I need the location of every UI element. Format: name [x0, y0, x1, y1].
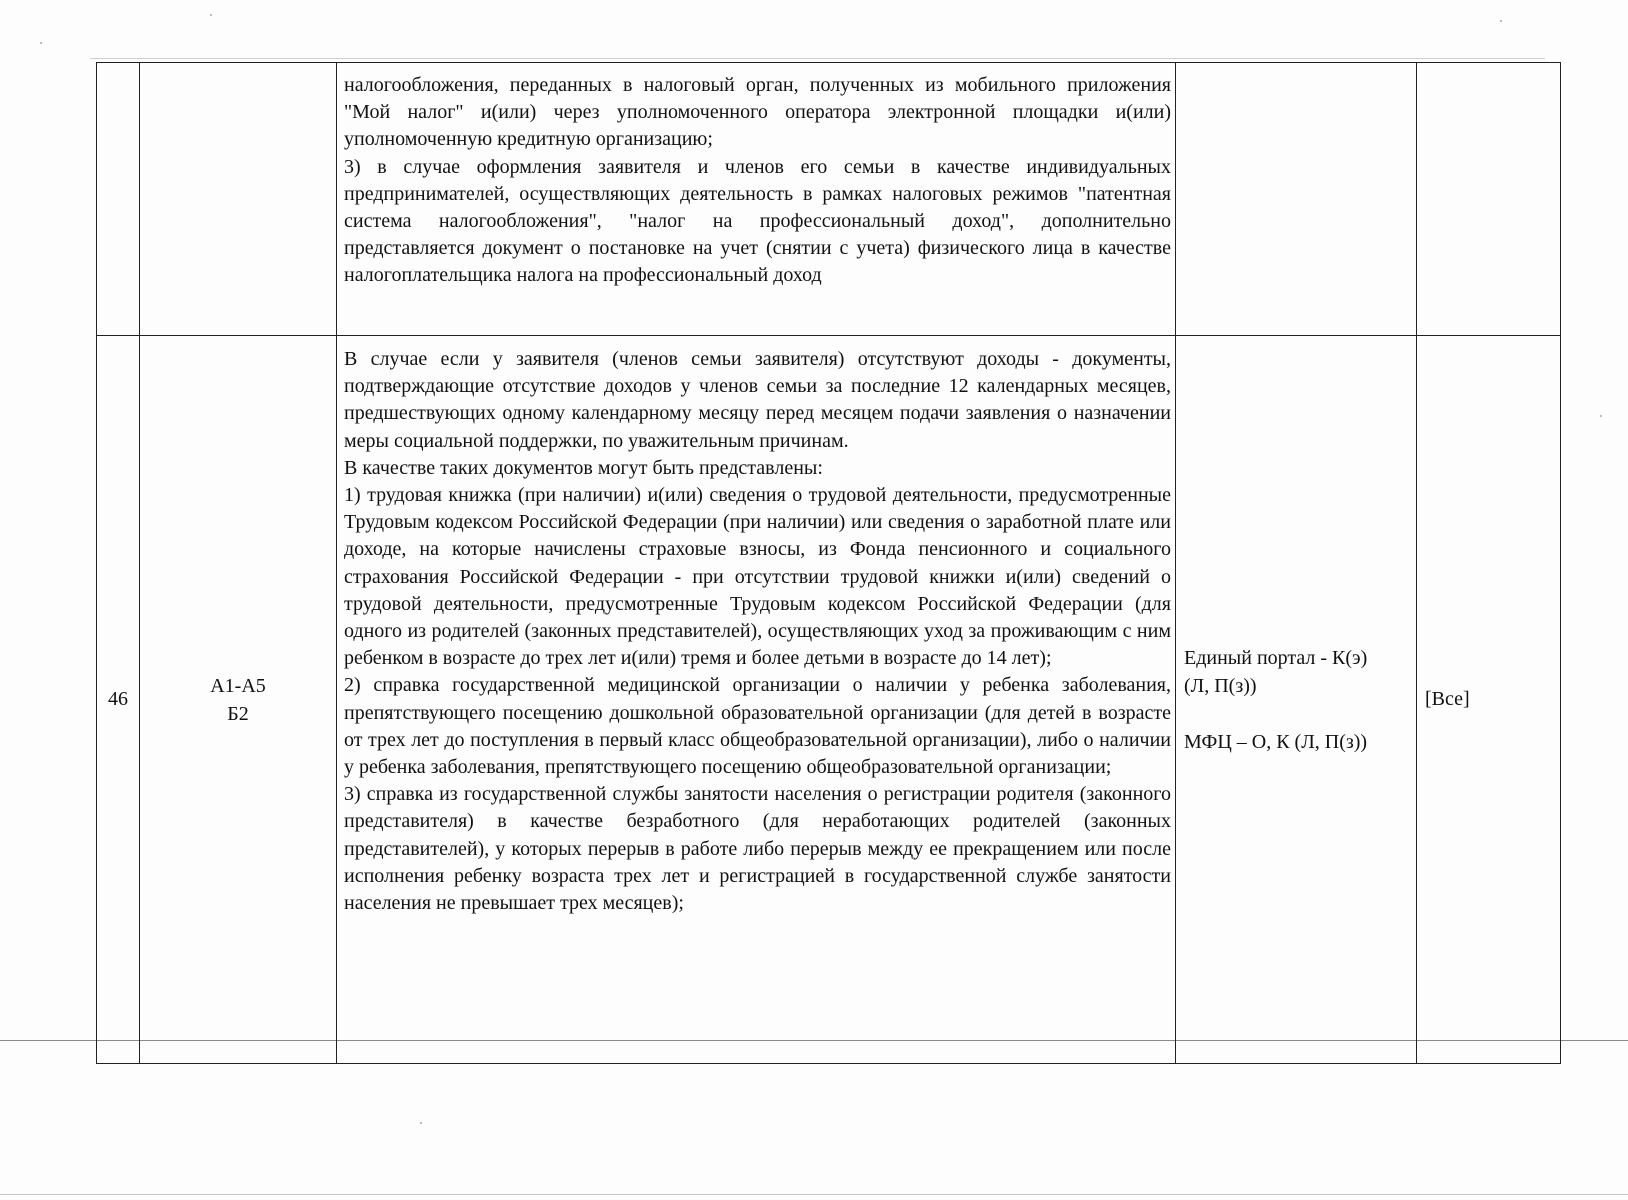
- channel-line: (Л, П(з)): [1184, 674, 1257, 697]
- text-paragraph: 3) справка из государственной службы занятости населения о регистрации родителя (законного представителя) в качестве безработного (для неработающих родителей (законных представителей), у которых перерыв в работе либо перерыв между ее прекращением или после исполнения ребенку возраста трех лет и регистрацией в государственной службе занятости населения не превышает трех месяцев);: [344, 783, 1171, 915]
- document-description-cell: [337, 63, 1176, 336]
- applicant-group-cell: [Все]: [1417, 336, 1561, 1064]
- row-code-cell: [140, 336, 337, 1064]
- scan-artifact-dot: [40, 42, 42, 44]
- row-number-cell: [97, 63, 140, 336]
- text-paragraph: В качестве таких документов могут быть представлены:: [344, 456, 823, 479]
- row-code-cell: [140, 63, 337, 336]
- submission-channel-cell: [1176, 336, 1417, 1064]
- scan-artifact-line: [0, 1194, 1628, 1195]
- applicant-group-cell: [1417, 63, 1561, 336]
- channel-line: Единый портал - К(э): [1184, 646, 1368, 669]
- scan-artifact-dot: [1600, 415, 1602, 417]
- code-label: Б2: [227, 702, 249, 725]
- text-paragraph: 2) справка государственной медицинской организации о наличии у ребенка заболевания, препятствующего посещению дошкольной образовательной организации (для детей в возрасте от трех лет до поступления в первый класс общеобразовательной организации), либо о наличии у ребенка заболевания, препятствующего посещению общеобразовательной организации;: [344, 674, 1171, 779]
- table-row: [97, 336, 1561, 1064]
- text-paragraph: налогообложения, переданных в налоговый орган, полученных из мобильного приложения "Мой налог" и(или) через уполномоченного оператора электронной площадки и(или) уполномоченную кредитную организацию;: [344, 74, 1171, 151]
- channel-line: МФЦ – О, К (Л, П(з)): [1184, 730, 1368, 753]
- document-description-cell: [337, 336, 1176, 1064]
- scan-artifact-dot: [1500, 20, 1502, 22]
- table-row: [97, 63, 1561, 336]
- submission-channel-cell: [1176, 63, 1417, 336]
- row-number-cell: 46: [97, 336, 140, 1064]
- text-paragraph: 1) трудовая книжка (при наличии) и(или) сведения о трудовой деятельности, предусмотренные Трудовым кодексом Российской Федерации (при наличии) или сведения о заработной плате или доходе, на которые начислены страховые взносы, из Фонда пенсионного и социального страхования Российской Федерации - при отсутствии трудовой книжки и(или) сведений о трудовой деятельности, предусмотренные Трудовым кодексом Российской Федерации (для одного из родителей (законных представителей), осуществляющих уход за проживающим с ним ребенком в возрасте до трех лет и(или) тремя и более детьми в возрасте до 14 лет);: [344, 484, 1171, 670]
- code-label: А1-А5: [210, 674, 266, 697]
- document-table: [96, 62, 1561, 1064]
- scan-artifact-dot: [210, 14, 212, 16]
- scan-artifact-dot: [420, 1122, 422, 1124]
- channel-spacer: [1184, 700, 1416, 728]
- scan-artifact-line: [90, 58, 1545, 59]
- text-paragraph: 3) в случае оформления заявителя и членов его семьи в качестве индивидуальных предпринимателей, осуществляющих деятельность в рамках налоговых режимов "патентная система налогообложения", "налог на профессиональный доход", дополнительно представляется документ о постановке на учет (снятии с учета) физического лица в качестве налогоплательщика налога на профессиональный доход: [344, 155, 1171, 287]
- text-paragraph: В случае если у заявителя (членов семьи заявителя) отсутствуют доходы - документы, подтверждающие отсутствие доходов у членов семьи за последние 12 календарных месяцев, предшествующих одному календарному месяцу перед месяцем подачи заявления о назначении меры социальной поддержки, по уважительным причинам.: [344, 348, 1171, 452]
